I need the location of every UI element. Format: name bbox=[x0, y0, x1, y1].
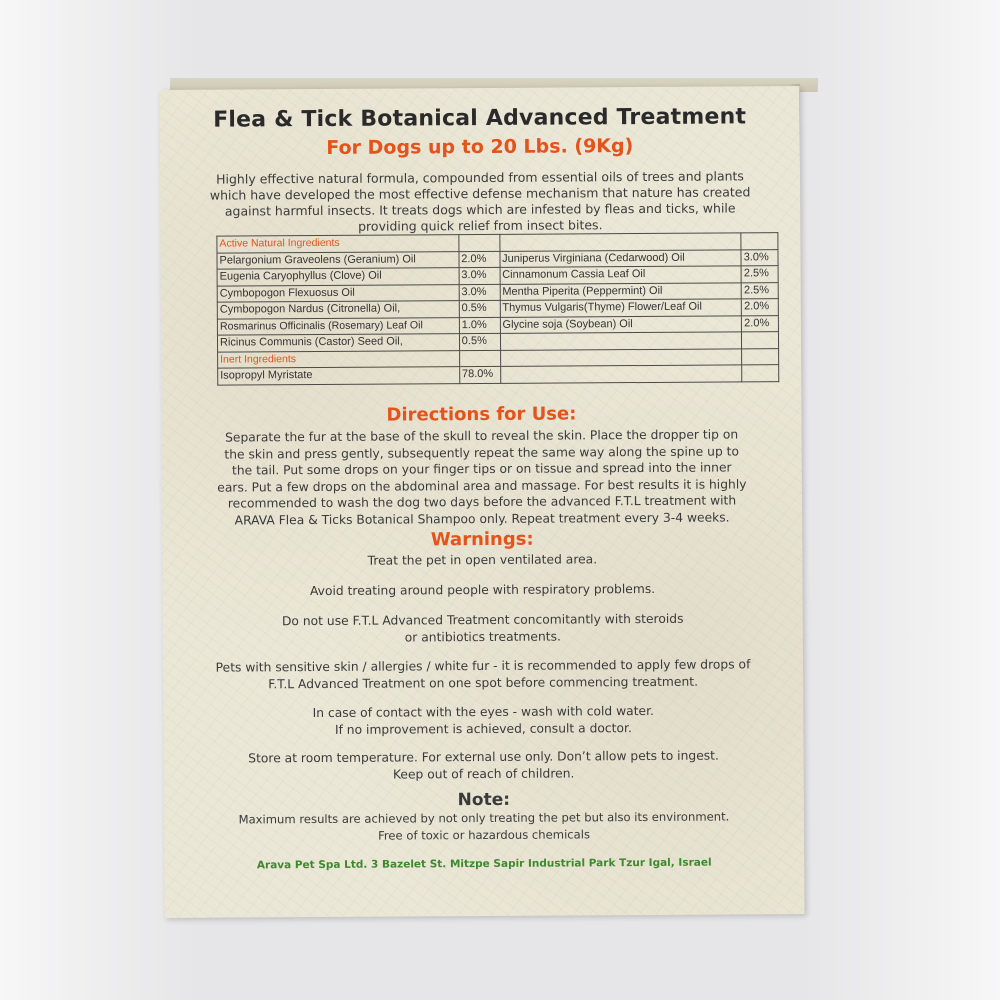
ingredient-pct: 78.0% bbox=[459, 366, 500, 383]
ingredient-name: Cymbopogon Flexuosus Oil bbox=[217, 284, 459, 302]
product-title: Flea & Tick Botanical Advanced Treatment bbox=[213, 104, 747, 133]
ingredient-name bbox=[500, 332, 742, 350]
ingredient-pct: 2.5% bbox=[741, 282, 778, 299]
note-line: Free of toxic or hazardous chemicals bbox=[378, 826, 591, 843]
ingredient-name: Thymus Vulgaris(Thyme) Flower/Leaf Oil bbox=[500, 299, 742, 317]
note-heading: Note: bbox=[457, 789, 511, 811]
inert-ingredients-heading: Inert Ingredients bbox=[218, 350, 460, 368]
warning-line: Pets with sensitive skin / allergies / white fur - it is recommended to apply few drops of bbox=[215, 657, 751, 675]
warning-item bbox=[162, 580, 802, 600]
warning-item bbox=[164, 747, 804, 784]
product-subtitle: For Dogs up to 20 Lbs. (9Kg) bbox=[326, 135, 634, 159]
ingredient-name: Ricinus Communis (Castor) Seed Oil, bbox=[217, 334, 459, 352]
ingredient-name: Cinnamonum Cassia Leaf Oil bbox=[500, 266, 742, 284]
ingredient-name: Pelargonium Graveolens (Geranium) Oil bbox=[217, 251, 459, 269]
directions-line: recommended to wash the dog two days before the advanced F.T.L treatment with bbox=[227, 493, 737, 511]
intro-line: providing quick relief from insect bites. bbox=[358, 217, 603, 234]
ingredient-pct: 2.5% bbox=[741, 266, 778, 283]
ingredient-name: Glycine soja (Soybean) Oil bbox=[500, 315, 742, 333]
ingredient-pct: 3.0% bbox=[741, 249, 778, 266]
ingredient-pct: 1.0% bbox=[459, 317, 500, 334]
ingredient-pct: 3.0% bbox=[459, 267, 500, 284]
intro-paragraph bbox=[160, 168, 800, 236]
ingredient-pct bbox=[742, 332, 779, 349]
ingredient-pct: 2.0% bbox=[742, 315, 779, 332]
ingredient-name: Isopropyl Myristate bbox=[218, 367, 460, 385]
directions-line: the skin and press gently, subsequently repeat the same way along the spine up to bbox=[224, 443, 740, 462]
warnings-heading: Warnings: bbox=[430, 528, 534, 551]
intro-line: which have developed the most effective defense mechanism that nature has created bbox=[209, 184, 751, 203]
ingredients-table bbox=[216, 232, 779, 385]
ingredient-pct bbox=[742, 365, 779, 382]
ingredient-pct: 3.0% bbox=[459, 284, 500, 301]
warning-line: or antibiotics treatments. bbox=[404, 629, 561, 644]
product-box-back-panel bbox=[159, 86, 804, 918]
warning-line: Do not use F.T.L Advanced Treatment concomitantly with steroids bbox=[281, 611, 684, 629]
ingredient-pct: 0.5% bbox=[459, 333, 500, 350]
warning-line: Avoid treating around people with respiratory problems. bbox=[309, 581, 656, 599]
warning-item bbox=[162, 550, 802, 570]
warning-line: In case of contact with the eyes - wash with cold water. bbox=[312, 703, 654, 721]
directions-line: Separate the fur at the base of the skull to reveal the skin. Place the dropper tip on bbox=[225, 427, 739, 445]
warning-item bbox=[163, 656, 803, 693]
intro-line: Highly effective natural formula, compounded from essential oils of trees and plants bbox=[216, 168, 744, 187]
warning-line: F.T.L Advanced Treatment on one spot before commencing treatment. bbox=[268, 674, 699, 691]
ingredient-name: Rosmarinus Officinalis (Rosemary) Leaf Oil bbox=[217, 317, 459, 335]
ingredient-pct: 2.0% bbox=[741, 299, 778, 316]
warning-line: Store at room temperature. For external use only. Don’t allow pets to ingest. bbox=[248, 748, 719, 766]
directions-line: ears. Put a few drops on the abdominal area and massage. For best results it is highly bbox=[217, 476, 747, 495]
ingredient-pct: 2.0% bbox=[459, 251, 500, 268]
warning-item bbox=[163, 610, 803, 647]
directions-line: ARAVA Flea & Ticks Botanical Shampoo only. Repeat treatment every 3-4 weeks. bbox=[234, 509, 730, 528]
ingredient-name: Eugenia Caryophyllus (Clove) Oil bbox=[217, 268, 459, 286]
manufacturer-address: Arava Pet Spa Ltd. 3 Bazelet St. Mitzpe Sapir Industrial Park Tzur Igal, Israel bbox=[256, 856, 712, 872]
ingredient-name: Cymbopogon Nardus (Citronella) Oil, bbox=[217, 301, 459, 319]
table-row bbox=[218, 365, 779, 385]
warning-line: Keep out of reach of children. bbox=[392, 765, 575, 782]
ingredient-name: Mentha Piperita (Peppermint) Oil bbox=[500, 282, 742, 300]
warning-line: Treat the pet in open ventilated area. bbox=[367, 552, 598, 568]
directions-line: the tail. Put some drops on your finger tips or on tissue and spread into the inner bbox=[231, 460, 732, 478]
warning-line: If no improvement is achieved, consult a doctor. bbox=[334, 720, 632, 737]
directions-heading: Directions for Use: bbox=[386, 403, 577, 426]
ingredient-name: Juniperus Virginiana (Cedarwood) Oil bbox=[500, 249, 742, 267]
ingredient-pct: 0.5% bbox=[459, 300, 500, 317]
directions-text bbox=[162, 426, 803, 529]
intro-line: against harmful insects. It treats dogs which are infested by fleas and ticks, while bbox=[224, 200, 736, 219]
ingredient-name bbox=[500, 365, 742, 383]
active-ingredients-heading: Active Natural Ingredients bbox=[217, 235, 459, 253]
note-line: Maximum results are achieved by not only treating the pet but also its environment. bbox=[238, 809, 730, 827]
warning-item bbox=[163, 702, 803, 739]
note-text bbox=[164, 808, 804, 845]
